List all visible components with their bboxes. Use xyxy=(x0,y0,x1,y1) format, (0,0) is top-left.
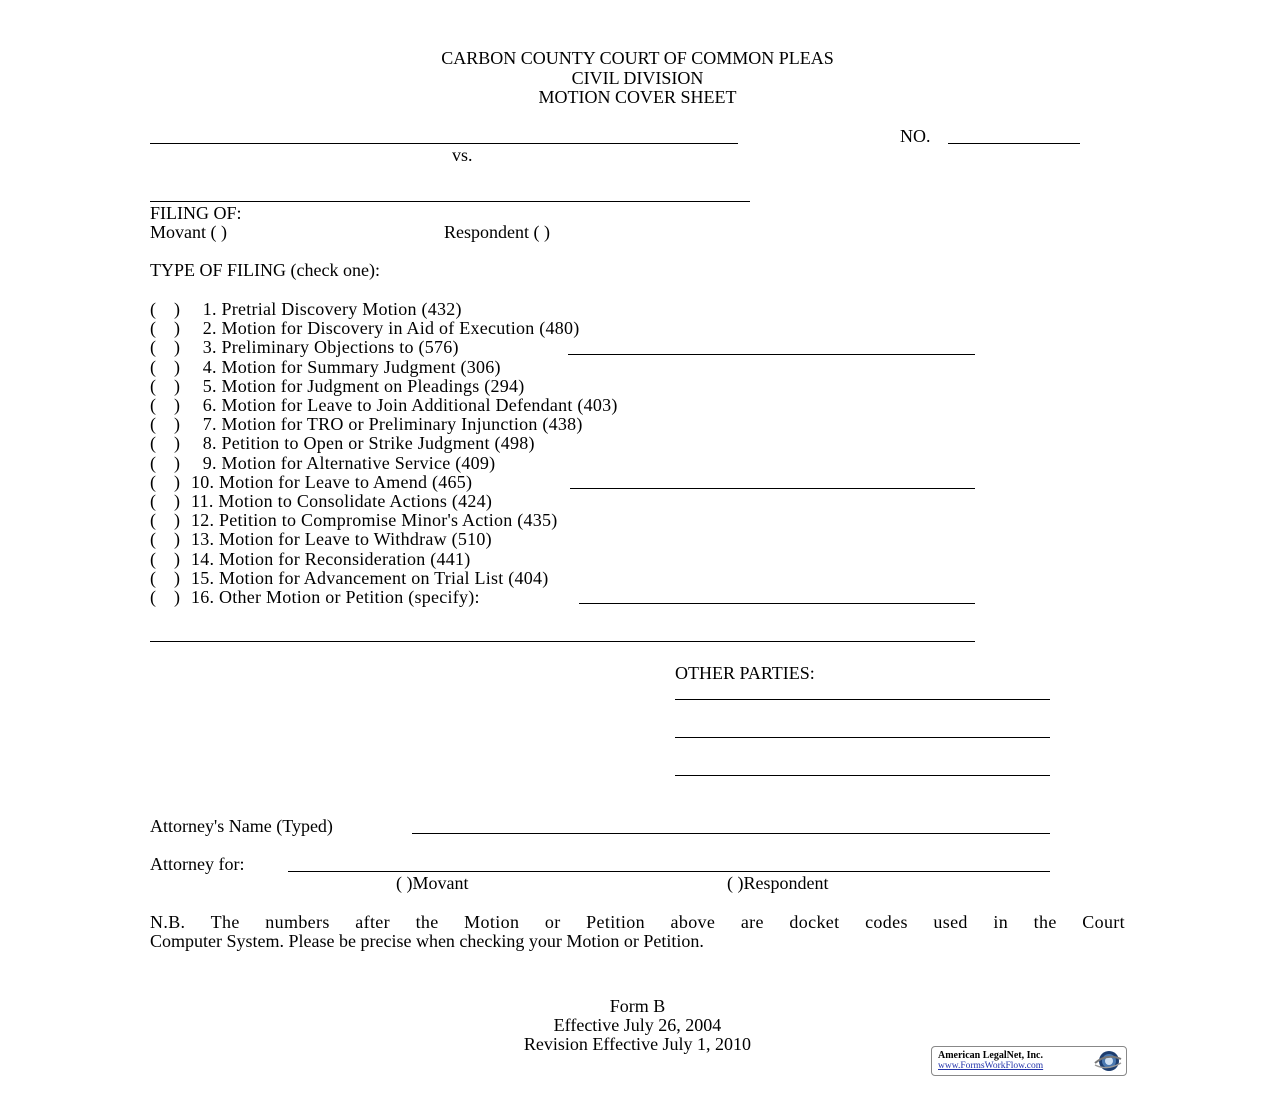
filing-type-label: 1. Pretrial Discovery Motion (432) xyxy=(198,299,462,319)
other-party-line-3[interactable] xyxy=(675,775,1050,776)
filing-type-checkbox[interactable]: ( ) xyxy=(150,587,180,607)
filing-type-label: 10. Motion for Leave to Amend (465) xyxy=(191,471,473,492)
filing-type-item[interactable] xyxy=(150,550,470,569)
attorney-for-label: Attorney for: xyxy=(150,854,245,874)
filing-type-checkbox[interactable]: ( ) xyxy=(150,299,180,319)
filing-type-item[interactable] xyxy=(150,300,462,319)
respondent-checkbox[interactable]: Respondent ( ) xyxy=(444,222,550,242)
logo-company-name: American LegalNet, Inc. xyxy=(938,1050,1043,1061)
other-party-line-1[interactable] xyxy=(675,699,1050,700)
filing-type-label: 2. Motion for Discovery in Aid of Execution (480) xyxy=(198,318,580,339)
filing-type-label: 5. Motion for Judgment on Pleadings (294) xyxy=(198,375,525,396)
versus-label: vs. xyxy=(452,145,473,165)
filing-type-item[interactable] xyxy=(150,473,472,492)
filing-type-label: 9. Motion for Alternative Service (409) xyxy=(198,452,496,473)
filing-type-item[interactable] xyxy=(150,319,579,338)
plaintiff-line[interactable] xyxy=(150,143,738,144)
filing-type-label: 15. Motion for Advancement on Trial List (404) xyxy=(191,567,549,588)
case-number-label: NO. xyxy=(900,126,931,146)
filing-type-checkbox[interactable]: ( ) xyxy=(150,510,180,531)
docket-code-note xyxy=(150,913,1125,952)
filing-type-checkbox[interactable]: ( ) xyxy=(150,414,180,435)
preliminary-objections-line[interactable] xyxy=(568,354,975,355)
filing-type-item[interactable] xyxy=(150,511,558,530)
filing-type-label: 3. Preliminary Objections to (576) xyxy=(198,337,459,358)
attorney-respondent-checkbox[interactable]: ( )Respondent xyxy=(727,873,829,893)
filing-type-item[interactable] xyxy=(150,492,492,511)
filing-type-checkbox[interactable]: ( ) xyxy=(150,356,180,377)
filing-type-checkbox[interactable]: ( ) xyxy=(150,529,180,550)
filing-type-item[interactable] xyxy=(150,338,459,357)
attorney-for-line[interactable] xyxy=(288,871,1050,872)
attorney-name-label: Attorney's Name (Typed) xyxy=(150,816,333,836)
filing-type-label: 12. Petition to Compromise Minor's Action (435) xyxy=(191,510,558,531)
other-motion-specify-line[interactable] xyxy=(579,603,975,604)
filing-type-checkbox[interactable]: ( ) xyxy=(150,375,180,396)
filing-type-checkbox[interactable]: ( ) xyxy=(150,433,180,454)
filing-type-label: 16. Other Motion or Petition (specify): xyxy=(191,587,480,607)
filing-type-checkbox[interactable]: ( ) xyxy=(150,471,180,492)
effective-date: Effective July 26, 2004 xyxy=(553,1015,722,1035)
filing-type-checkbox[interactable]: ( ) xyxy=(150,395,180,415)
note-line-2: Computer System. Please be precise when checking your Motion or Petition. xyxy=(150,931,704,952)
filing-type-label: 8. Petition to Open or Strike Judgment (498) xyxy=(198,433,535,454)
filing-type-label: 4. Motion for Summary Judgment (306) xyxy=(198,356,501,377)
division-name: CIVIL DIVISION xyxy=(571,68,704,88)
filing-type-item[interactable] xyxy=(150,569,548,588)
filing-type-item[interactable] xyxy=(150,415,583,434)
filing-type-label: 6. Motion for Leave to Join Additional Defendant (403) xyxy=(198,395,618,415)
filing-type-label: 14. Motion for Reconsideration (441) xyxy=(191,548,471,569)
filing-type-item[interactable] xyxy=(150,396,618,415)
filing-type-checkbox[interactable]: ( ) xyxy=(150,491,180,511)
other-parties-label: OTHER PARTIES: xyxy=(675,663,815,683)
defendant-line[interactable] xyxy=(150,201,750,202)
american-legalnet-logo[interactable] xyxy=(931,1046,1127,1076)
leave-to-amend-line[interactable] xyxy=(570,488,975,489)
attorney-movant-checkbox[interactable]: ( )Movant xyxy=(396,873,469,893)
filing-type-checkbox[interactable]: ( ) xyxy=(150,318,180,339)
filing-type-item[interactable] xyxy=(150,434,535,453)
globe-icon xyxy=(1091,1049,1123,1073)
other-party-line-2[interactable] xyxy=(675,737,1050,738)
filing-type-label: 11. Motion to Consolidate Actions (424) xyxy=(191,491,493,511)
logo-url-link[interactable]: www.FormsWorkFlow.com xyxy=(938,1061,1044,1071)
note-line-1: N.B. The numbers after the Motion or Petition above are docket codes used in the Court xyxy=(150,912,1125,932)
filing-type-checkbox[interactable]: ( ) xyxy=(150,548,180,569)
movant-checkbox[interactable]: Movant ( ) xyxy=(150,222,227,242)
filing-type-item[interactable] xyxy=(150,358,501,377)
filing-type-checkbox[interactable]: ( ) xyxy=(150,337,180,358)
case-number-line[interactable] xyxy=(948,143,1080,144)
revision-date: Revision Effective July 1, 2010 xyxy=(523,1034,752,1054)
court-name: CARBON COUNTY COURT OF COMMON PLEAS xyxy=(441,48,834,68)
filing-type-checkbox[interactable]: ( ) xyxy=(150,567,180,588)
filing-type-label: 13. Motion for Leave to Withdraw (510) xyxy=(191,529,492,550)
filing-type-label: 7. Motion for TRO or Preliminary Injunction (438) xyxy=(198,414,583,435)
other-motion-continuation-line[interactable] xyxy=(150,641,975,642)
filing-type-item[interactable] xyxy=(150,588,480,607)
filing-type-checkbox[interactable]: ( ) xyxy=(150,452,180,473)
filing-type-item[interactable] xyxy=(150,377,524,396)
filing-type-item[interactable] xyxy=(150,454,495,473)
filing-of-label: FILING OF: xyxy=(150,203,242,223)
form-identifier: Form B xyxy=(609,996,666,1016)
attorney-name-line[interactable] xyxy=(412,833,1050,834)
filing-type-item[interactable] xyxy=(150,530,492,549)
type-of-filing-label: TYPE OF FILING (check one): xyxy=(150,260,380,280)
form-title: MOTION COVER SHEET xyxy=(538,87,737,107)
